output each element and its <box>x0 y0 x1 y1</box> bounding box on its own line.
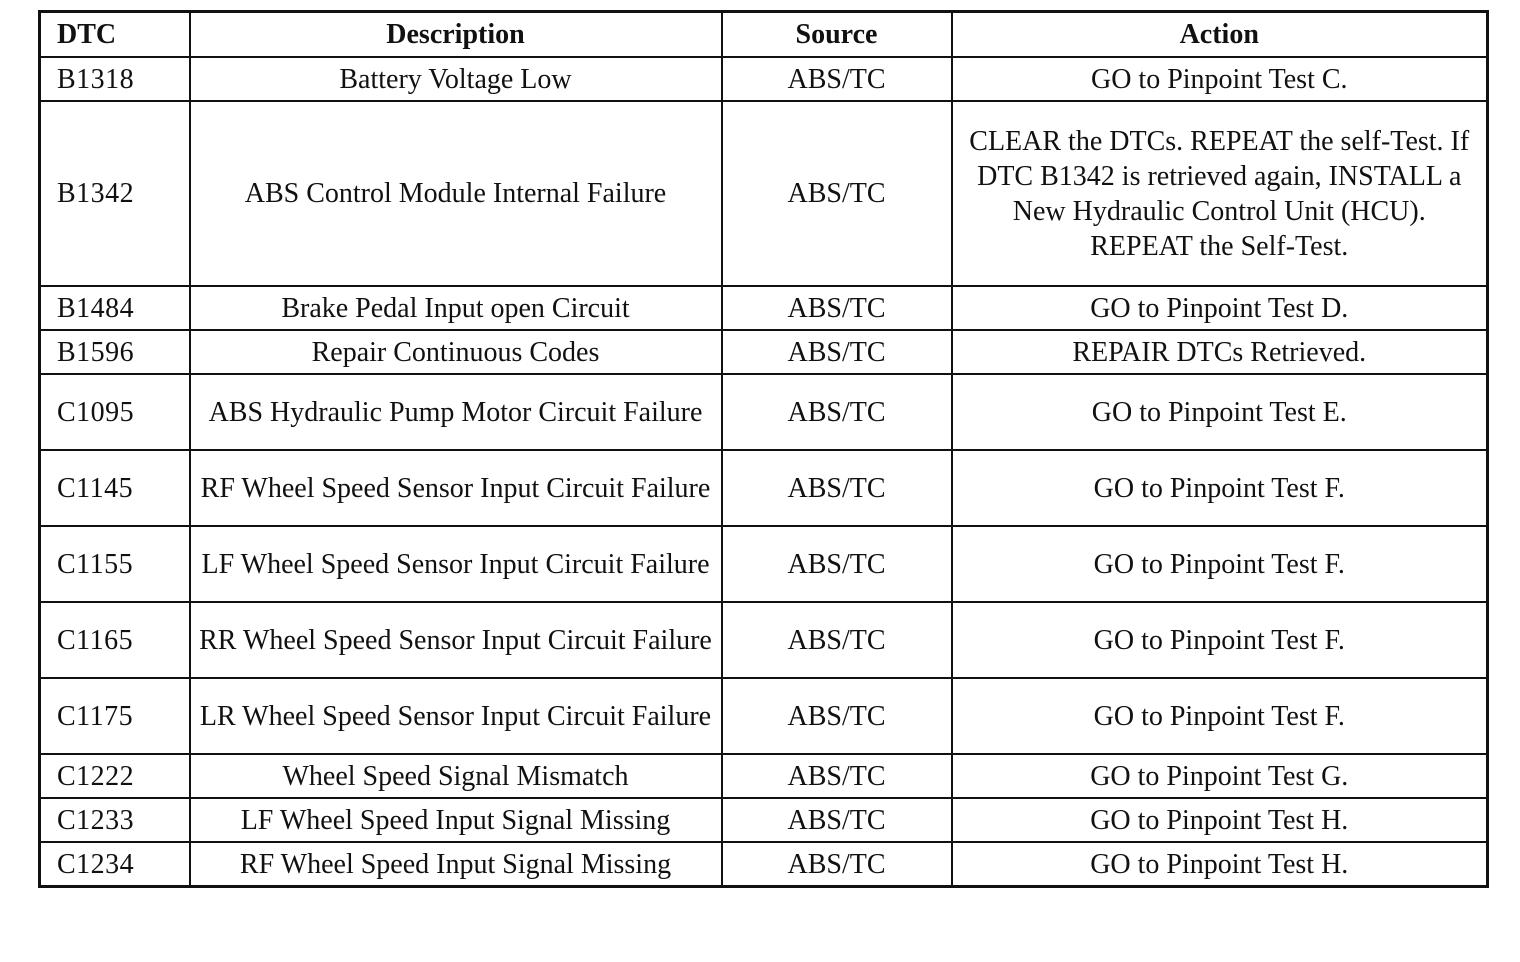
description-cell: Battery Voltage Low <box>190 57 722 101</box>
description-cell: RF Wheel Speed Sensor Input Circuit Failure <box>190 450 722 526</box>
dtc-table <box>38 10 1489 888</box>
table-body <box>40 57 1488 887</box>
dtc-code-cell: C1145 <box>40 450 190 526</box>
table-row <box>40 286 1488 330</box>
description-cell: RR Wheel Speed Sensor Input Circuit Failure <box>190 602 722 678</box>
source-cell: ABS/TC <box>722 57 952 101</box>
table-row <box>40 374 1488 450</box>
action-cell: GO to Pinpoint Test F. <box>952 678 1488 754</box>
dtc-code-cell: C1234 <box>40 842 190 887</box>
action-cell: GO to Pinpoint Test H. <box>952 842 1488 887</box>
dtc-code-cell: C1165 <box>40 602 190 678</box>
dtc-code-cell: C1175 <box>40 678 190 754</box>
table-row <box>40 754 1488 798</box>
dtc-code-cell: B1342 <box>40 101 190 286</box>
action-cell: GO to Pinpoint Test G. <box>952 754 1488 798</box>
table-row <box>40 330 1488 374</box>
table-header <box>40 12 1488 58</box>
action-cell: GO to Pinpoint Test F. <box>952 602 1488 678</box>
description-cell: LF Wheel Speed Input Signal Missing <box>190 798 722 842</box>
source-cell: ABS/TC <box>722 330 952 374</box>
source-cell: ABS/TC <box>722 754 952 798</box>
table-row <box>40 842 1488 887</box>
table-row <box>40 57 1488 101</box>
action-cell: GO to Pinpoint Test F. <box>952 526 1488 602</box>
table-row <box>40 678 1488 754</box>
source-cell: ABS/TC <box>722 526 952 602</box>
dtc-code-cell: C1095 <box>40 374 190 450</box>
table-row <box>40 602 1488 678</box>
table-row <box>40 798 1488 842</box>
dtc-code-cell: B1318 <box>40 57 190 101</box>
source-cell: ABS/TC <box>722 101 952 286</box>
description-cell: ABS Hydraulic Pump Motor Circuit Failure <box>190 374 722 450</box>
source-cell: ABS/TC <box>722 450 952 526</box>
action-cell: CLEAR the DTCs. REPEAT the self-Test. If DTC B1342 is retrieved again, INSTALL a New Hydraulic Control Unit (HCU). REPEAT the Self-Test. <box>952 101 1488 286</box>
source-cell: ABS/TC <box>722 798 952 842</box>
action-cell: GO to Pinpoint Test E. <box>952 374 1488 450</box>
source-cell: ABS/TC <box>722 842 952 887</box>
dtc-code-cell: C1222 <box>40 754 190 798</box>
source-cell: ABS/TC <box>722 678 952 754</box>
description-cell: Wheel Speed Signal Mismatch <box>190 754 722 798</box>
source-cell: ABS/TC <box>722 602 952 678</box>
description-cell: LR Wheel Speed Sensor Input Circuit Failure <box>190 678 722 754</box>
description-cell: Brake Pedal Input open Circuit <box>190 286 722 330</box>
column-header-action: Action <box>952 12 1488 58</box>
column-header-source: Source <box>722 12 952 58</box>
source-cell: ABS/TC <box>722 286 952 330</box>
table-row <box>40 101 1488 286</box>
action-cell: GO to Pinpoint Test D. <box>952 286 1488 330</box>
action-cell: GO to Pinpoint Test F. <box>952 450 1488 526</box>
description-cell: Repair Continuous Codes <box>190 330 722 374</box>
dtc-code-cell: C1233 <box>40 798 190 842</box>
table-row <box>40 450 1488 526</box>
action-cell: GO to Pinpoint Test C. <box>952 57 1488 101</box>
dtc-code-cell: B1484 <box>40 286 190 330</box>
action-cell: GO to Pinpoint Test H. <box>952 798 1488 842</box>
column-header-dtc: DTC <box>40 12 190 58</box>
source-cell: ABS/TC <box>722 374 952 450</box>
description-cell: ABS Control Module Internal Failure <box>190 101 722 286</box>
table-row <box>40 526 1488 602</box>
action-cell: REPAIR DTCs Retrieved. <box>952 330 1488 374</box>
description-cell: RF Wheel Speed Input Signal Missing <box>190 842 722 887</box>
column-header-description: Description <box>190 12 722 58</box>
dtc-code-cell: B1596 <box>40 330 190 374</box>
dtc-code-cell: C1155 <box>40 526 190 602</box>
header-row <box>40 12 1488 58</box>
description-cell: LF Wheel Speed Sensor Input Circuit Failure <box>190 526 722 602</box>
